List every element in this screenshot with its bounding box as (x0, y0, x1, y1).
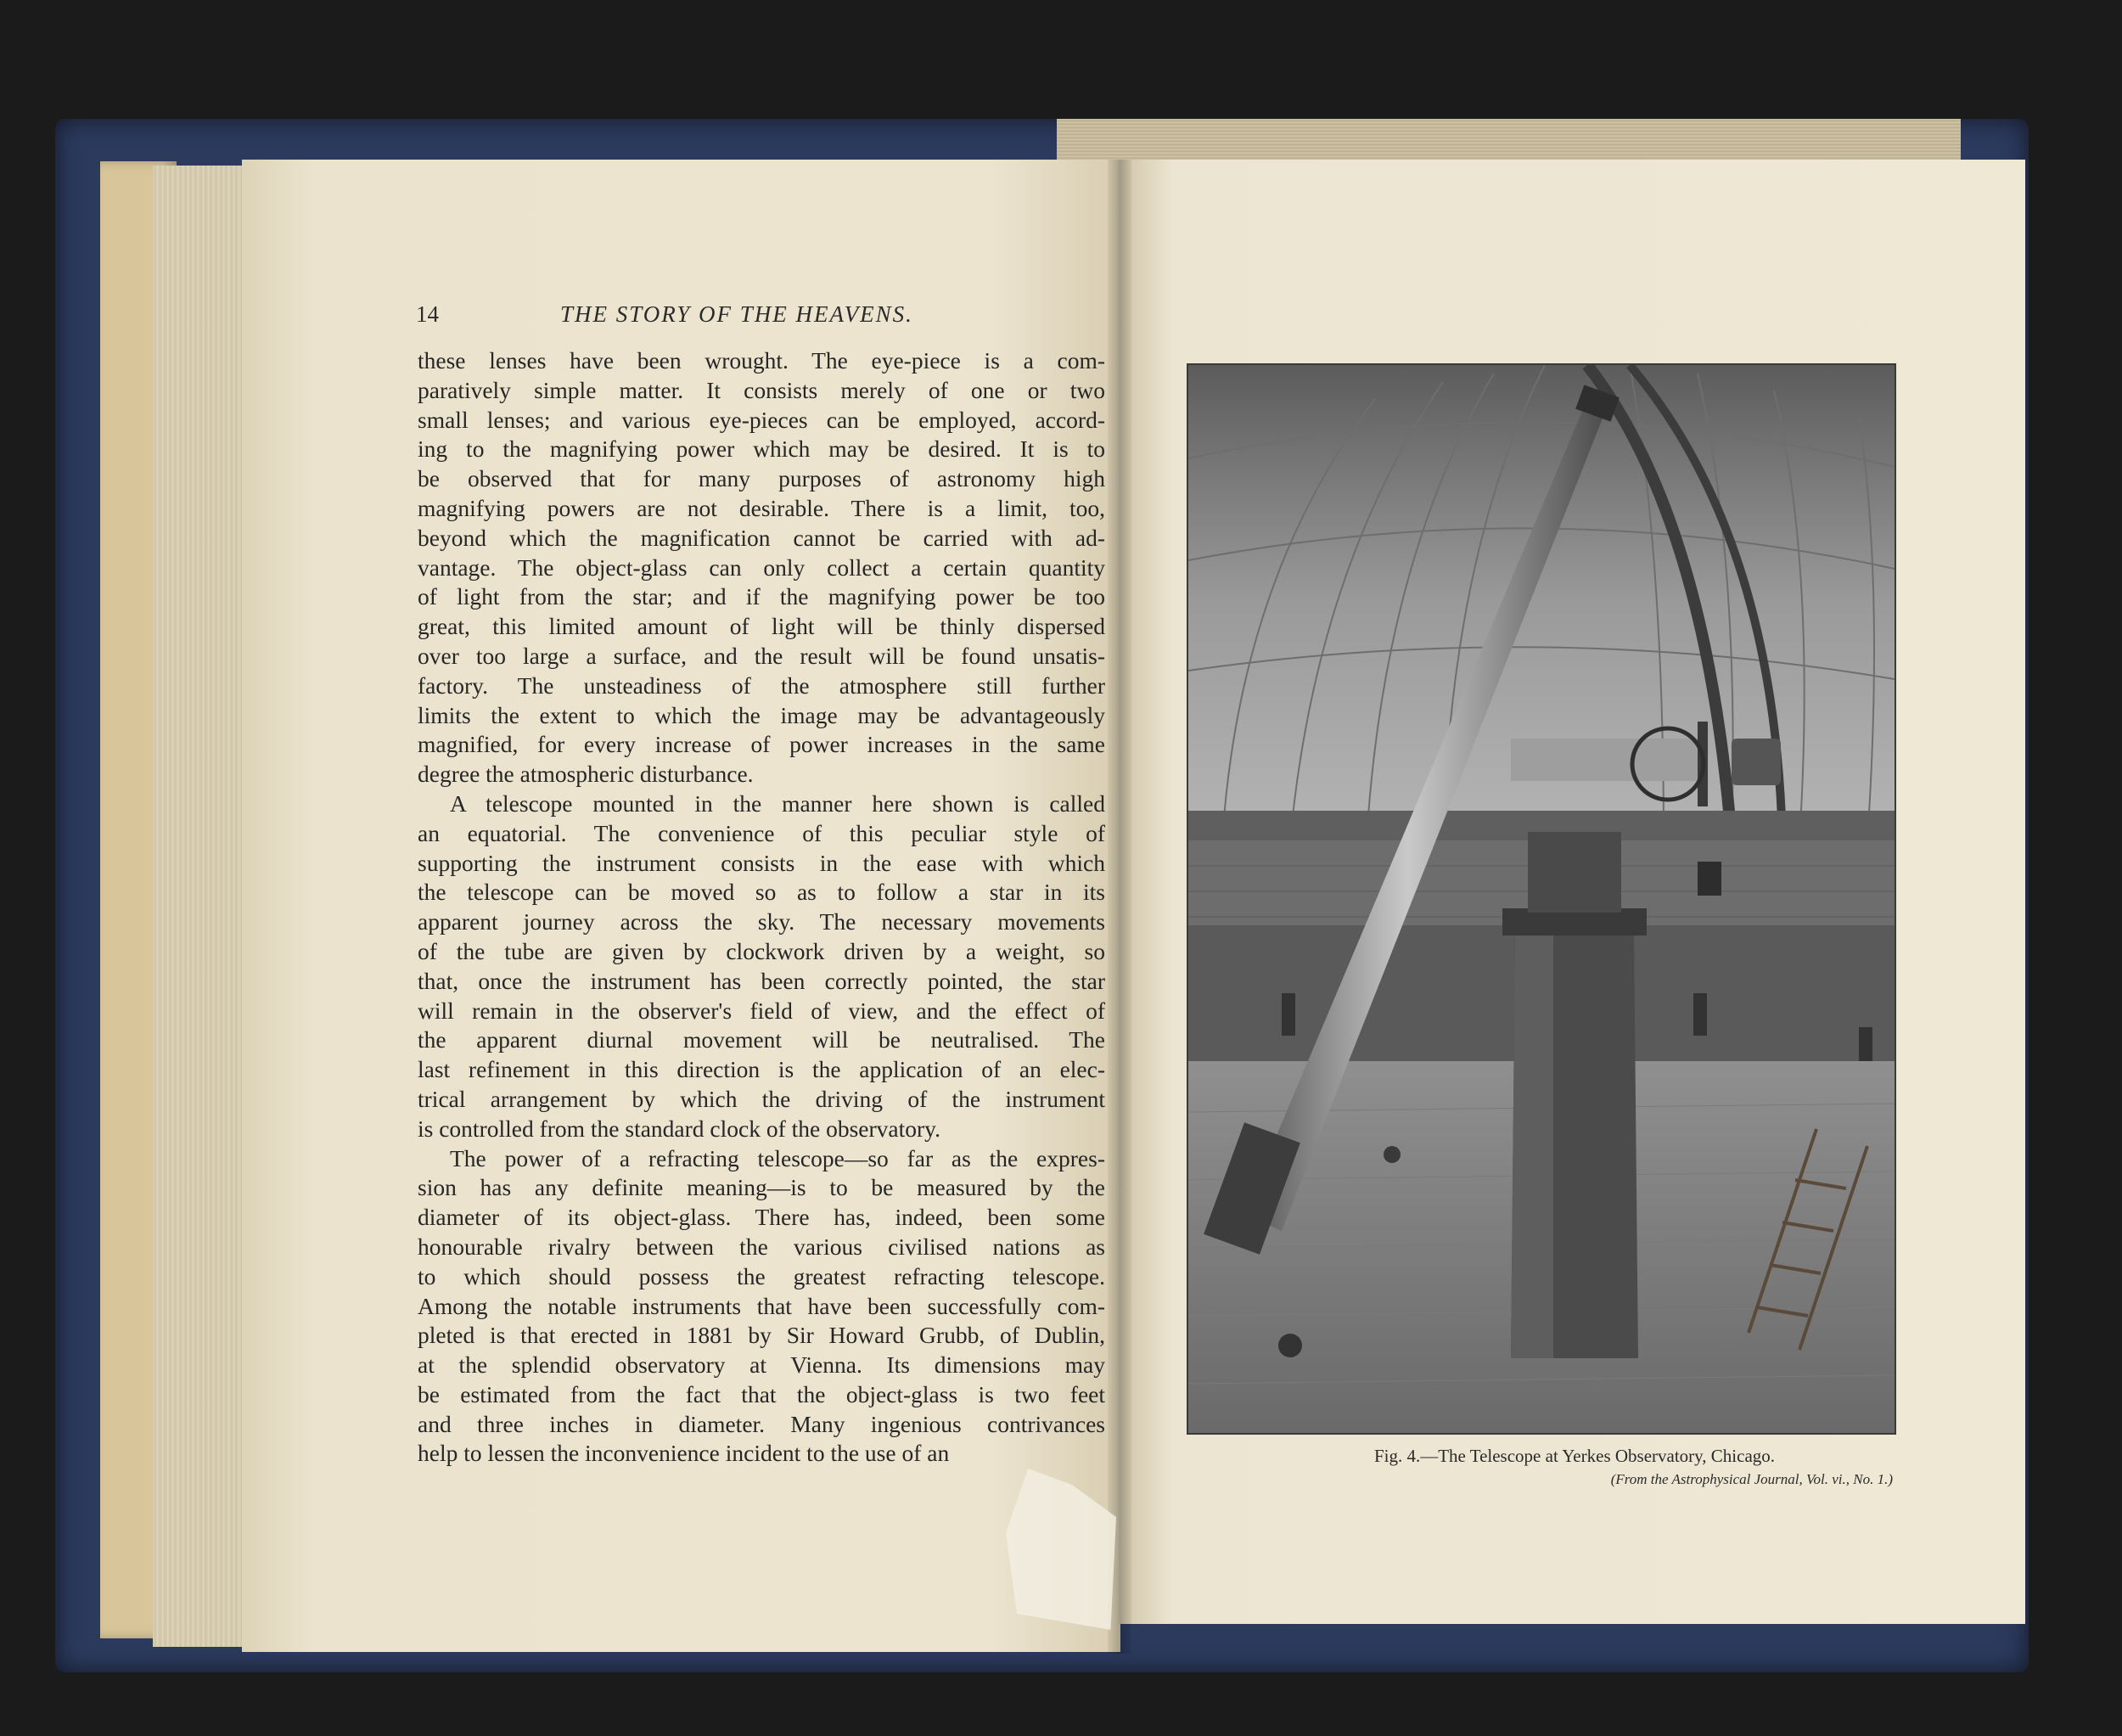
text-line: the telescope can be moved so as to follow a star in its (418, 879, 1105, 906)
text-line: magnifying powers are not desirable. There is a limit, too, (418, 494, 1105, 521)
text-line: degree the atmospheric disturbance. (418, 761, 754, 788)
text-line: magnified, for every increase of power increases in the same (418, 731, 1105, 758)
text-line: of the tube are given by clockwork driven by a weight, so (418, 937, 1105, 964)
book-gutter (1108, 160, 1131, 1654)
text-line: over too large a surface, and the result will be found unsatis- (418, 642, 1105, 669)
text-line: A telescope mounted in the manner here shown is called (450, 789, 1105, 817)
text-line: and three inches in diameter. Many ingenious contrivances (418, 1410, 1105, 1437)
text-line: factory. The unsteadiness of the atmosphere still further (418, 671, 1105, 699)
text-line: ing to the magnifying power which may be desired. It is to (418, 435, 1105, 463)
text-line: is controlled from the standard clock of the observatory. (418, 1115, 941, 1142)
text-line: that, once the instrument has been correctly pointed, the star (418, 967, 1105, 994)
caption-source: (From the Astrophysical Journal, Vol. vi., No. 1.) (1610, 1471, 1893, 1487)
text-line: to which should possess the greatest refracting telescope. (418, 1262, 1105, 1289)
text-line: trical arrangement by which the driving of the instrument (418, 1085, 1105, 1112)
text-line: sion has any definite meaning—is to be measured by the (418, 1174, 1105, 1201)
text-line: small lenses; and various eye-pieces can be employed, accord- (418, 406, 1105, 433)
text-line: an equatorial. The convenience of this peculiar style of (418, 819, 1105, 846)
text-line: the apparent diurnal movement will be neutralised. The (418, 1026, 1105, 1053)
text-line: limits the extent to which the image may be advantageously (418, 701, 1105, 728)
text-line: supporting the instrument consists in the ease with which (418, 849, 1105, 876)
text-line: will remain in the observer's field of view, and the effect of (418, 997, 1105, 1024)
page-stack-edge (153, 166, 246, 1647)
page-number: 14 (416, 301, 439, 327)
text-line: diameter of its object-glass. There has, indeed, been some (418, 1204, 1105, 1231)
running-title: THE STORY OF THE HEAVENS. (560, 301, 913, 327)
text-line: great, this limited amount of light will be thinly dispersed (418, 613, 1105, 640)
text-line: help to lessen the inconvenience incident to the use of an (418, 1440, 950, 1467)
page-top-edge (1057, 119, 1961, 160)
caption-title: Fig. 4.—The Telescope at Yerkes Observatory, Chicago. (1373, 1446, 1776, 1466)
text-line: vantage. The object-glass can only collect a certain quantity (418, 553, 1105, 581)
figure-caption (1294, 1444, 1893, 1492)
text-line: paratively simple matter. It consists merely of one or two (418, 376, 1105, 403)
text-line: last refinement in this direction is the application of an elec- (418, 1056, 1105, 1083)
running-head (416, 301, 1112, 335)
text-line: be observed that for many purposes of astronomy high (418, 465, 1105, 492)
text-line: at the splendid observatory at Vienna. Its dimensions may (418, 1351, 1105, 1379)
text-line: these lenses have been wrought. The eye-piece is a com- (418, 347, 1105, 374)
text-line: The power of a refracting telescope—so far as the expres- (450, 1144, 1105, 1171)
text-line: of light from the star; and if the magnifying power be too (418, 583, 1105, 610)
body-text (418, 346, 1105, 1469)
text-line: pleted is that erected in 1881 by Sir Howard Grubb, of Dublin, (418, 1322, 1105, 1349)
text-line: beyond which the magnification cannot be carried with ad- (418, 524, 1105, 551)
figure-telescope-photo (1187, 363, 1896, 1435)
text-line: honourable rivalry between the various civilised nations as (418, 1233, 1105, 1260)
text-line: be estimated from the fact that the object-glass is two feet (418, 1380, 1105, 1407)
text-line: apparent journey across the sky. The necessary movements (418, 908, 1105, 935)
text-line: Among the notable instruments that have been successfully com- (418, 1292, 1105, 1319)
